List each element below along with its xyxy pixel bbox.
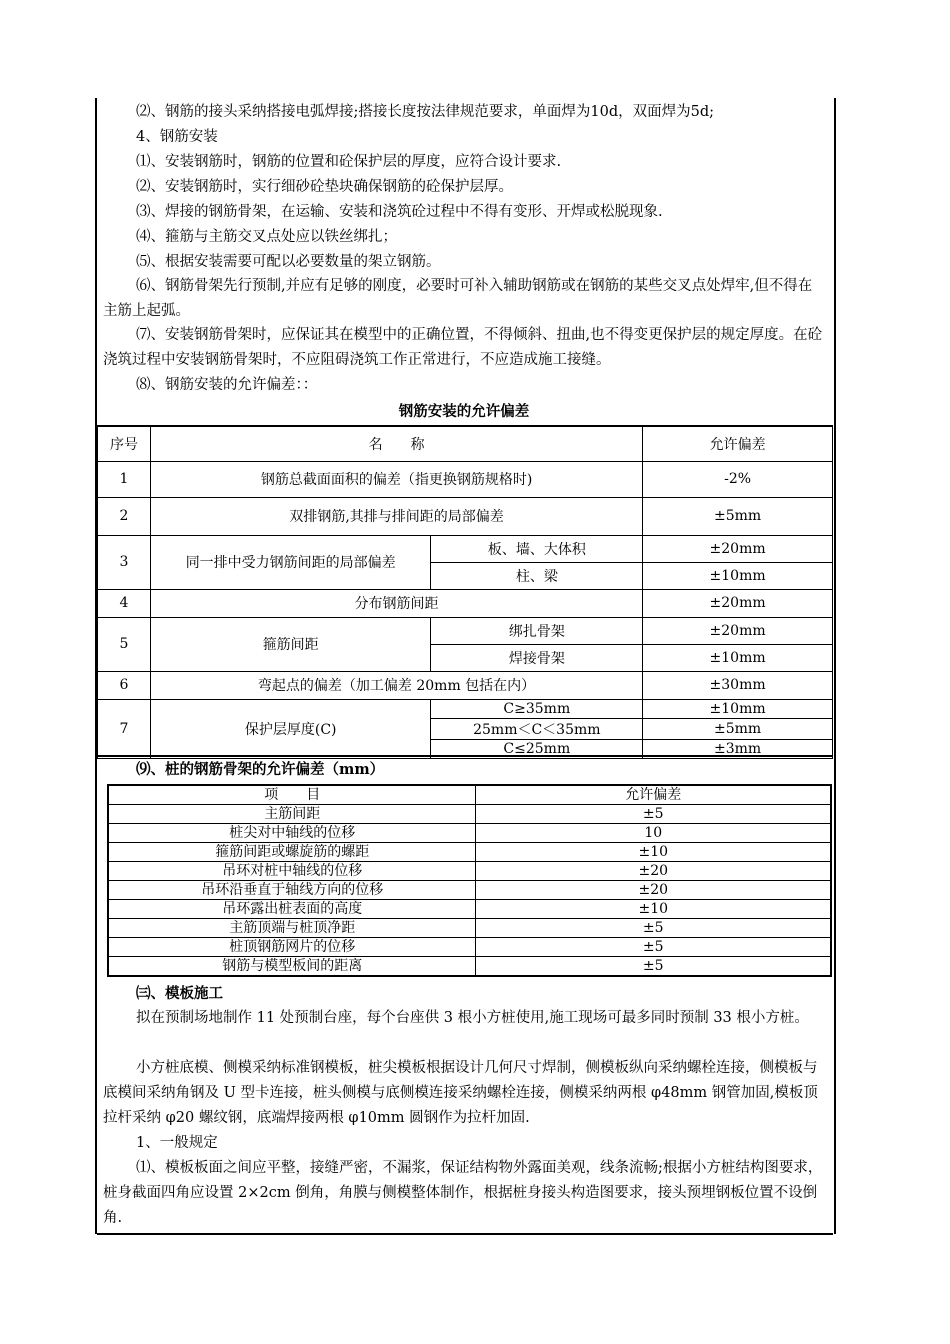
table-cell: 10: [476, 824, 831, 843]
table-cell: 主筋顶端与桩顶净距: [108, 919, 476, 938]
table-cell: ±5: [476, 919, 831, 938]
table-row: [98, 617, 833, 644]
table-cell: 5: [98, 617, 151, 671]
table-cell: ±5mm: [643, 718, 833, 739]
paragraph: ⑵、钢筋的接头采纳搭接电弧焊接;搭接长度按法律规范要求，单面焊为10d，双面焊为5d;: [136, 104, 715, 120]
table-row: [108, 843, 831, 862]
table-row: [108, 824, 831, 843]
paragraph: ⑴、模板板面之间应平整，接缝严密，不漏浆，保证结构物外露面美观，线条流畅;根据小方桩结构图要求，桩身截面四角应设置 2×2cm 倒角，角膜与侧模整体制作，根据桩身接头构造图要求，接头预埋钢板位置不设倒角.: [103, 1160, 823, 1226]
table-cell: ±30mm: [643, 671, 833, 699]
section-heading: ㈢、模板施工: [136, 985, 223, 1002]
paragraph: ⑴、安装钢筋时，钢筋的位置和砼保护层的厚度，应符合设计要求.: [136, 154, 562, 170]
table-cell: 箍筋间距: [150, 617, 431, 671]
table-cell: ±10mm: [643, 699, 833, 718]
table-cell: 桩顶钢筋网片的位移: [108, 938, 476, 957]
paragraph: ⑸、根据安装需要可配以必要数量的架立钢筋。: [136, 254, 441, 270]
table-header-row: [108, 785, 831, 805]
table-cell: ±5: [476, 805, 831, 824]
table-row: [98, 461, 833, 497]
table-cell: 吊环露出桩表面的高度: [108, 900, 476, 919]
header-cell: 序号: [98, 426, 151, 461]
header-cell: 项 目: [108, 785, 476, 805]
table-row: [98, 497, 833, 535]
paragraph: ⑹、钢筋骨架先行预制,并应有足够的刚度，必要时可补入辅助钢筋或在钢筋的某些交叉点处焊牢,但不得在主筋上起弧。: [103, 278, 813, 319]
table-cell: 钢筋与模型板间的距离: [108, 957, 476, 977]
table-cell: 吊环对桩中轴线的位移: [108, 862, 476, 881]
table-row: [108, 881, 831, 900]
paragraph: ⑻、钢筋安装的允许偏差：：: [136, 377, 318, 393]
table2-title: ⑼、桩的钢筋骨架的允许偏差（mm）: [136, 761, 385, 778]
table-row: [108, 957, 831, 977]
table-cell: 焊接骨架: [431, 644, 643, 671]
table-cell: 主筋间距: [108, 805, 476, 824]
table-row: [108, 862, 831, 881]
table-cell: 保护层厚度(C): [150, 699, 431, 758]
table-cell: 柱、梁: [431, 562, 643, 589]
table-row: [98, 699, 833, 718]
section-heading: 4、钢筋安装: [136, 129, 218, 145]
paragraph: ⑷、箍筋与主筋交叉点处应以铁丝绑扎；: [136, 229, 397, 245]
table-cell: 绑扎骨架: [431, 617, 643, 644]
table-cell: 1: [98, 461, 151, 497]
table-header-row: [98, 426, 833, 461]
table-cell: 箍筋间距或螺旋筋的螺距: [108, 843, 476, 862]
header-cell: 名 称: [150, 426, 642, 461]
table-cell: ±10mm: [643, 562, 833, 589]
table-row: [98, 589, 833, 617]
paragraph: 小方桩底模、侧模采纳标准钢模板，桩尖模板根据设计几何尺寸焊制，侧模板纵向采纳螺栓连接，侧模板与底模间采纳角钢及 U 型卡连接，桩头侧模与底侧模连接采纳螺栓连接，侧模采纳两根 φ48mm 钢管加固,模板顶拉杆采纳 φ20 螺纹钢，底端焊接两根 φ10mm 圆钢作为拉杆加固.: [103, 1060, 818, 1126]
paragraph: ⑵、安装钢筋时，实行细砂砼垫块确保钢筋的砼保护层厚。: [136, 179, 513, 195]
table-cell: ±10: [476, 900, 831, 919]
table-cell: 同一排中受力钢筋间距的局部偏差: [150, 535, 431, 589]
table-cell: ±3mm: [643, 739, 833, 758]
page-bottom-border: [97, 1233, 833, 1235]
table-row: [98, 535, 833, 562]
table-cell: ±20: [476, 862, 831, 881]
table-cell: -2%: [643, 461, 833, 497]
table-cell: 弯起点的偏差（加工偏差 20mm 包括在内）: [150, 671, 642, 699]
table-cell: C≥35mm: [431, 699, 643, 718]
table-cell: ±5mm: [643, 497, 833, 535]
table-cell: 桩尖对中轴线的位移: [108, 824, 476, 843]
table-row: [108, 938, 831, 957]
paragraph: ⑶、焊接的钢筋骨架，在运输、安装和浇筑砼过程中不得有变形、开焊或松脱现象.: [136, 204, 663, 220]
table-cell: 2: [98, 497, 151, 535]
table-cell: ±10mm: [643, 644, 833, 671]
paragraph: ⑺、安装钢筋骨架时，应保证其在模型中的正确位置，不得倾斜、扭曲,也不得变更保护层的规定厚度。在砼浇筑过程中安装钢筋骨架时，不应阻碍浇筑工作正常进行，不应造成施工接缝。: [103, 327, 823, 368]
table-cell: ±10: [476, 843, 831, 862]
rebar-tolerance-table: [97, 425, 833, 759]
table-row: [108, 805, 831, 824]
divider: [97, 755, 833, 757]
table-cell: C≤25mm: [431, 739, 643, 758]
table-cell: ±5: [476, 938, 831, 957]
paragraph: 1、一般规定: [136, 1135, 218, 1151]
table1-title: 钢筋安装的允许偏差: [398, 403, 530, 420]
table-cell: 6: [98, 671, 151, 699]
table-cell: ±20mm: [643, 535, 833, 562]
table-row: [98, 671, 833, 699]
table-cell: 钢筋总截面面积的偏差（指更换钢筋规格时): [150, 461, 642, 497]
header-cell: 允许偏差: [643, 426, 833, 461]
table-cell: 7: [98, 699, 151, 758]
header-cell: 允许偏差: [476, 785, 831, 805]
table-cell: 3: [98, 535, 151, 589]
table-cell: 吊环沿垂直于轴线方向的位移: [108, 881, 476, 900]
table-row: [108, 900, 831, 919]
table-cell: 25mm＜C＜35mm: [431, 718, 643, 739]
table-cell: ±5: [476, 957, 831, 977]
table-cell: ±20mm: [643, 589, 833, 617]
table-cell: 双排钢筋,其排与排间距的局部偏差: [150, 497, 642, 535]
table-cell: 4: [98, 589, 151, 617]
table-cell: ±20: [476, 881, 831, 900]
table-cell: 板、墙、大体积: [431, 535, 643, 562]
table-cell: 分布钢筋间距: [150, 589, 642, 617]
pile-cage-tolerance-table: [107, 784, 832, 977]
table-cell: ±20mm: [643, 617, 833, 644]
paragraph: 拟在预制场地制作 11 处预制台座，每个台座供 3 根小方桩使用,施工现场可最多同时预制 33 根小方桩。: [136, 1010, 809, 1026]
table-row: [108, 919, 831, 938]
